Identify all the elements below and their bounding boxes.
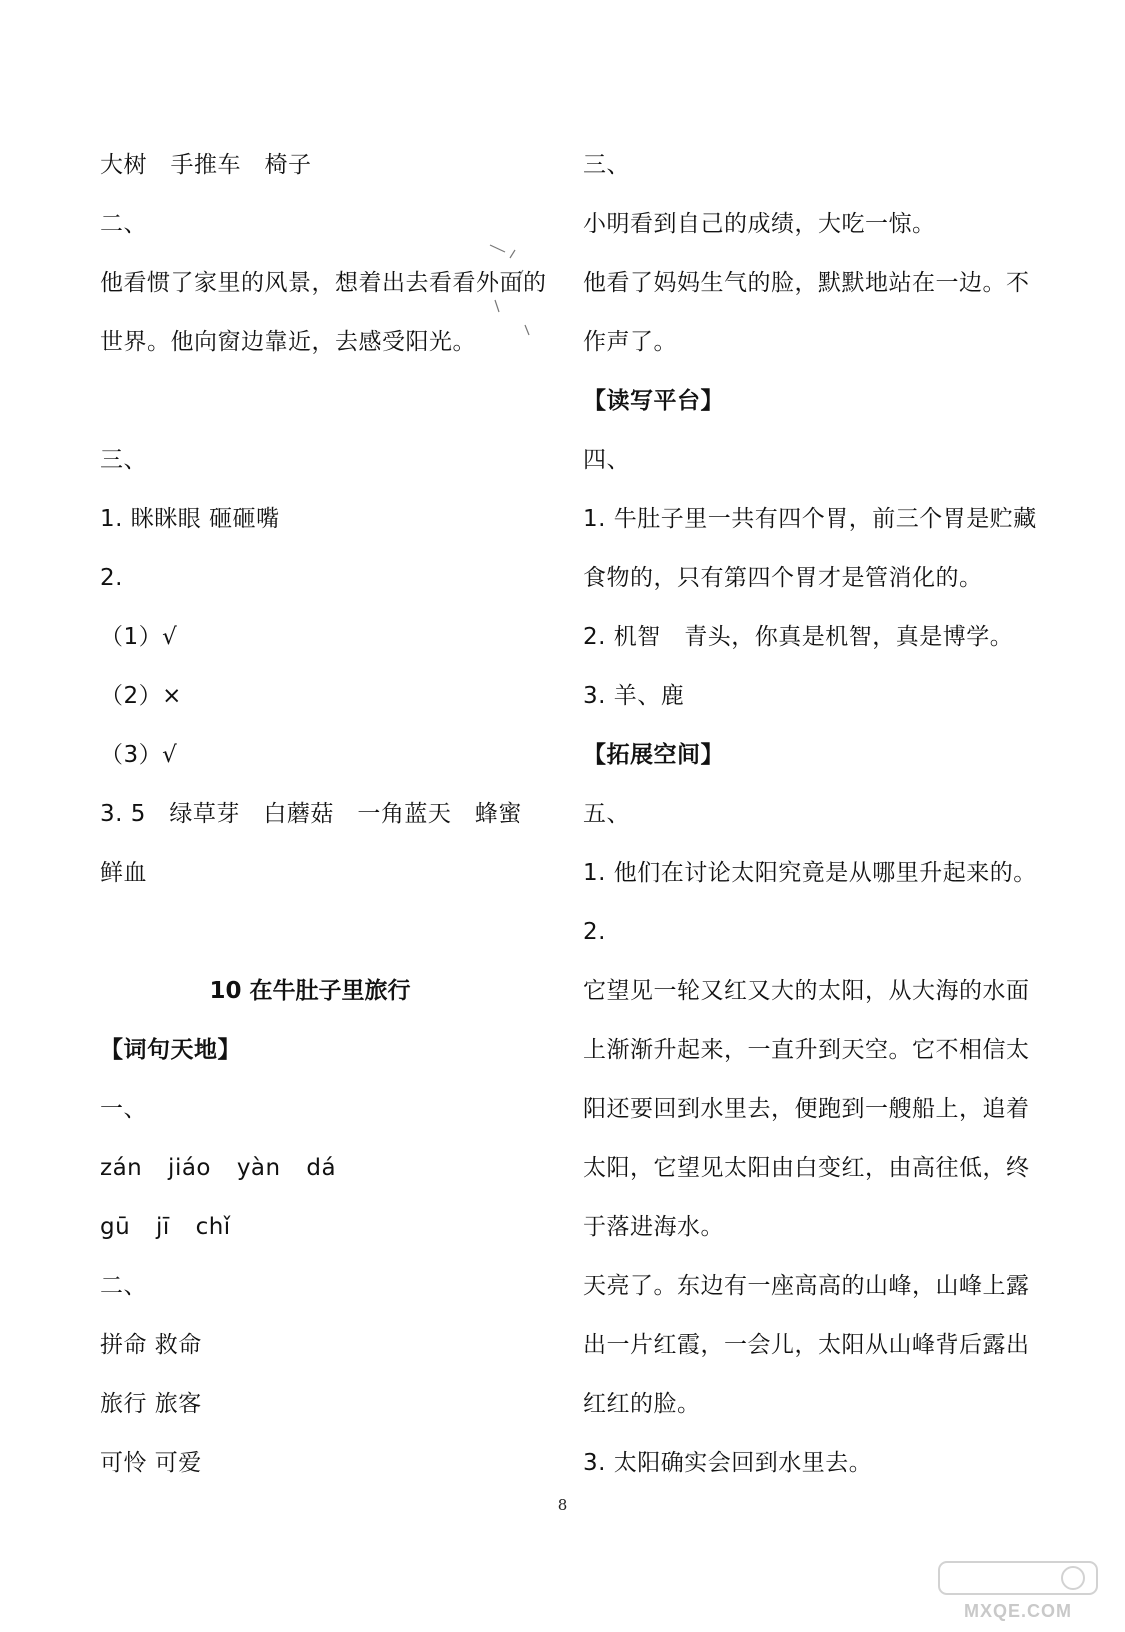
section-heading: 【词句天地】 [100, 1037, 241, 1063]
paragraph-line: 天亮了。东边有一座高高的山峰，山峰上露 [583, 1273, 1030, 1299]
answer-line: 3. 太阳确实会回到水里去。 [583, 1450, 873, 1476]
word-pair: 拼命 救命 [100, 1332, 202, 1358]
watermark-logo-icon [933, 1558, 1103, 1598]
spacer [100, 372, 540, 431]
answer-line: 3. 羊、鹿 [583, 683, 685, 709]
section-label: 三、 [583, 152, 630, 178]
section-label: 二、 [100, 211, 147, 237]
page-number: 8 [557, 1496, 568, 1514]
pinyin-line: zán jiáo yàn dá [100, 1155, 337, 1181]
answer-line: 大树 手推车 椅子 [100, 152, 312, 178]
paragraph-line: 上渐渐升起来，一直升到天空。它不相信太 [583, 1037, 1030, 1063]
answer-line: 2. 机智 青头，你真是机智，真是博学。 [583, 624, 1014, 650]
left-column [100, 136, 547, 1493]
answer-line: 小明看到自己的成绩，大吃一惊。 [583, 211, 936, 237]
section-label: 二、 [100, 1273, 147, 1299]
watermark [933, 1558, 1103, 1622]
answer-line: 作声了。 [583, 329, 677, 355]
pinyin-line: gū jī chǐ [100, 1214, 231, 1240]
answer-line: 食物的，只有第四个胃才是管消化的。 [583, 565, 983, 591]
answer-line: （2）× [100, 683, 182, 709]
answer-line: 2. [100, 565, 123, 591]
paragraph-line: 太阳，它望见太阳由白变红，由高往低，终 [583, 1155, 1030, 1181]
section-label: 三、 [100, 447, 147, 473]
answer-line: （3）√ [100, 742, 178, 768]
answer-line: （1）√ [100, 624, 178, 650]
answer-line: 2. [583, 919, 606, 945]
word-pair: 可怜 可爱 [100, 1450, 202, 1476]
section-label: 一、 [100, 1096, 147, 1122]
paragraph-line: 红红的脸。 [583, 1391, 701, 1417]
section-label: 四、 [583, 447, 630, 473]
answer-line: 1. 他们在讨论太阳究竟是从哪里升起来的。 [583, 860, 1037, 886]
word-pair: 旅行 旅客 [100, 1391, 202, 1417]
right-column [583, 136, 1038, 1493]
section-heading: 【拓展空间】 [583, 742, 724, 768]
spacer [100, 903, 540, 962]
answer-line: 世界。他向窗边靠近，去感受阳光。 [100, 329, 476, 355]
answer-line: 他看了妈妈生气的脸，默默地站在一边。不 [583, 270, 1030, 296]
answer-line: 鲜血 [100, 860, 147, 886]
answer-line: 1. 眯眯眼 砸砸嘴 [100, 506, 280, 532]
answer-line: 1. 牛肚子里一共有四个胃，前三个胃是贮藏 [583, 506, 1037, 532]
watermark-text: MXQE.COM [963, 1601, 1072, 1621]
paragraph-line: 它望见一轮又红又大的太阳，从大海的水面 [583, 978, 1030, 1004]
lesson-title: 10 在牛肚子里旅行 [209, 978, 411, 1004]
section-label: 五、 [583, 801, 630, 827]
answer-line: 他看惯了家里的风景，想着出去看看外面的 [100, 270, 547, 296]
scan-artifact [485, 240, 545, 340]
paragraph-line: 于落进海水。 [583, 1214, 724, 1240]
section-heading: 【读写平台】 [583, 388, 724, 414]
paragraph-line: 阳还要回到水里去，便跑到一艘船上，追着 [583, 1096, 1030, 1122]
answer-line: 3. 5 绿草芽 白蘑菇 一角蓝天 蜂蜜 [100, 801, 522, 827]
paragraph-line: 出一片红霞，一会儿，太阳从山峰背后露出 [583, 1332, 1030, 1358]
